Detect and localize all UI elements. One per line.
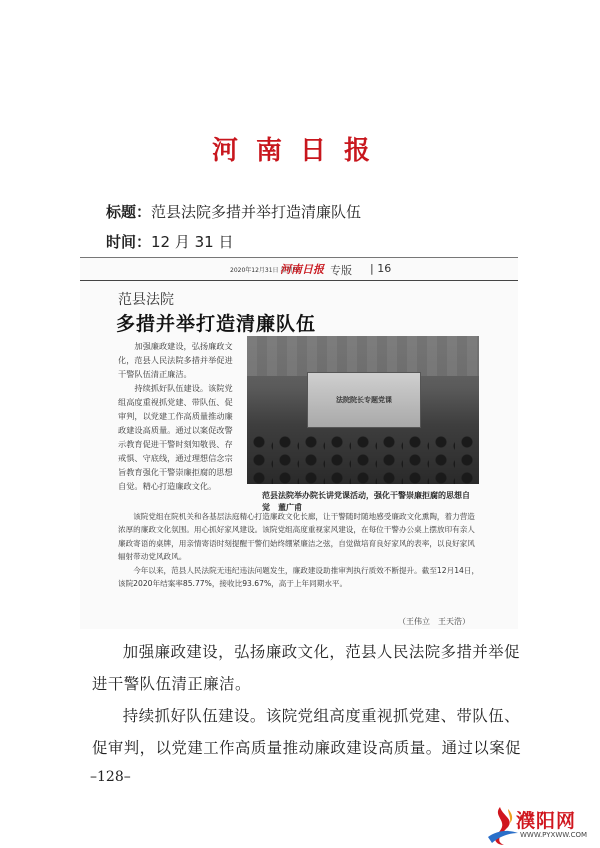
article-narrow-column (118, 339, 240, 493)
photo-projection-screen (307, 372, 421, 428)
watermark-url: WWW.PYXWW.COM (520, 831, 588, 839)
clipping-header (80, 257, 518, 281)
clipping-page: | 16 (370, 262, 392, 275)
photo-caption: 范县法院举办院长讲党课活动，强化干警崇廉拒腐的思想自觉 董广甫 (262, 491, 470, 512)
newspaper-masthead: 河南日报 (211, 136, 388, 166)
date-value: 12 月 31 日 (151, 233, 234, 251)
photo-screen-text: 法院院长专题党课 (336, 396, 392, 404)
title-value: 范县法院多措并举打造清廉队伍 (151, 203, 362, 221)
page-number: –128– (90, 769, 131, 785)
date-label: 时间： (106, 233, 152, 251)
article-paragraph: 持续抓好队伍建设。该院党组高度重视抓党建、带队伍、促审判，以党建工作高质量推动廉政建设高质量。通过以案促改警示教育促进干警时刻知敬畏、存戒惧、守底线，通过理想信念宗旨教育强化干警崇廉拒腐的思想自觉。精心打造廉政文化。 (118, 383, 233, 491)
meta-title-row (106, 201, 361, 222)
site-watermark-logo (482, 803, 600, 848)
article-wide-column (118, 510, 480, 590)
clipping-page-number: 16 (377, 262, 392, 275)
photo-audience (247, 432, 479, 484)
article-photo (247, 336, 479, 484)
watermark-name: 濮阳网 (516, 810, 577, 832)
newspaper-clipping (80, 257, 518, 629)
article-headline: 多措并举打造清廉队伍 (116, 313, 317, 335)
body-paragraph: 持续抓好队伍建设。该院党组高度重视抓党建、带队伍、促审判，以党建工作高质量推动廉政建设高质量。通过以案促 (92, 707, 522, 757)
title-label: 标题： (106, 203, 152, 221)
meta-date-row (106, 231, 234, 252)
article-paragraph: 加强廉政建设，弘扬廉政文化，范县人民法院多措并举促进干警队伍清正廉洁。 (118, 341, 233, 379)
clipping-paper-name: 河南日报 (280, 263, 324, 276)
clipping-section: 专版 (330, 264, 352, 277)
body-paragraph: 加强廉政建设，弘扬廉政文化，范县人民法院多措并举促进干警队伍清正廉洁。 (92, 643, 521, 693)
article-paragraph: 今年以来，范县人民法院无违纪违法问题发生，廉政建设助推审判执行质效不断提升。截至12月14日，该院2020年结案率85.77%，接收比93.67%，高于上年同期水平。 (118, 565, 480, 589)
article-byline: （王伟立 王天浩） (398, 617, 470, 626)
photo-ceiling (247, 336, 479, 376)
article-paragraph: 该院党组在院机关和各基层法庭精心打造廉政文化长廊，让干警随时随地感受廉政文化熏陶，着力营造浓厚的廉政文化氛围。用心抓好家风建设。该院党组高度重视家风建设，在每位干警办公桌上摆放印有亲人廉政寄语的桌牌，用亲情寄语时刻提醒干警们始终绷紧廉洁之弦，自觉做培育良好家风的表率，以良好家风辐射带动党风政风。 (118, 512, 475, 562)
article-kicker: 范县法院 (118, 292, 174, 308)
transcribed-body (92, 636, 532, 764)
clipping-date: 2020年12月31日 星期四 (230, 267, 299, 274)
